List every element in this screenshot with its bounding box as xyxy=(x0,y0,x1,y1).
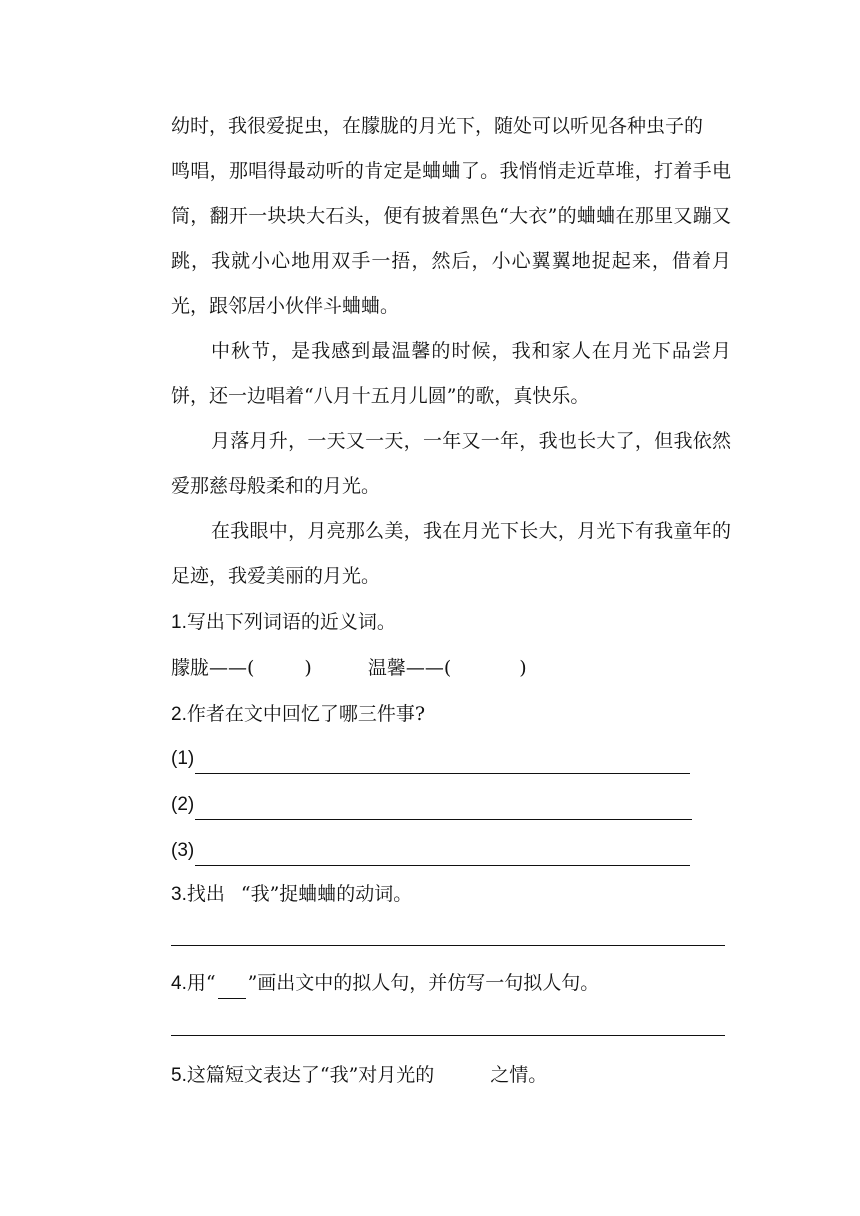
question-2-number: 2. xyxy=(171,704,187,725)
question-3-text-b: “我”捉蛐蛐的动词。 xyxy=(240,883,413,905)
q2-item-2-blank[interactable] xyxy=(195,797,692,820)
question-2-item-1 xyxy=(171,744,690,774)
question-1 xyxy=(171,607,396,638)
question-5-text-b: 之情。 xyxy=(490,1064,548,1086)
q2-item-1-blank[interactable] xyxy=(195,751,690,774)
paragraph-3-text: 月落月升，一天又一天，一年又一年，我也长大了，但我依然爱那慈母般柔和的月光。 xyxy=(171,430,731,497)
question-5-number: 5. xyxy=(171,1065,187,1086)
question-3 xyxy=(171,879,412,910)
question-1-number: 1. xyxy=(171,612,187,633)
passage-paragraph-4 xyxy=(131,509,731,599)
q2-item-2-label: (2) xyxy=(171,794,195,815)
question-4-text-a: 用“ xyxy=(186,972,216,994)
paragraph-1-first-line: 幼时，我很爱捉虫，在朦胧的月光下，随处可以听见各种虫子的 xyxy=(171,115,704,137)
passage-paragraph-3 xyxy=(131,419,731,509)
question-2 xyxy=(171,699,425,730)
question-2-item-2 xyxy=(171,790,692,820)
paragraph-2-text: 中秋节，是我感到最温馨的时候，我和家人在月光下品尝月饼，还一边唱着“八月十五月儿圆”的歌，真快乐。 xyxy=(171,340,731,407)
q1-word-b: 温馨——( xyxy=(367,657,452,679)
passage-paragraph-2 xyxy=(131,329,731,419)
question-1-text: 写出下列词语的近义词。 xyxy=(186,611,396,633)
passage-paragraph-1 xyxy=(131,104,731,329)
q1-close-a: ) xyxy=(304,657,312,679)
question-5-text-a: 这篇短文表达了“我”对月光的 xyxy=(186,1064,435,1086)
paragraph-1-body: 鸣唱，那唱得最动听的肯定是蛐蛐了。我悄悄走近草堆，打着手电筒，翻开一块块大石头，便有披着黑色“大衣”的蛐蛐在那里又蹦又跳，我就小心地用双手一捂，然后，小心翼翼地捉起来，借着月光，跟邻居小伙伴斗蛐蛐。 xyxy=(171,160,731,317)
q2-item-3-blank[interactable] xyxy=(195,843,690,866)
q2-item-1-label: (1) xyxy=(171,748,195,769)
question-1-answer-row xyxy=(171,653,527,683)
question-2-item-3 xyxy=(171,836,690,866)
question-3-number: 3. xyxy=(171,884,187,905)
question-4-text-b: ”画出文中的拟人句，并仿写一句拟人句。 xyxy=(247,972,600,994)
q1-close-b: ) xyxy=(519,657,527,679)
question-4 xyxy=(171,968,599,999)
q2-item-3-label: (3) xyxy=(171,840,195,861)
q1-word-a: 朦胧——( xyxy=(171,657,255,679)
paragraph-4-text: 在我眼中，月亮那么美，我在月光下长大，月光下有我童年的足迹，我爱美丽的月光。 xyxy=(171,520,731,587)
question-4-answer-line[interactable] xyxy=(171,1035,725,1036)
question-3-text-a: 找出 xyxy=(186,883,225,905)
question-4-number: 4. xyxy=(171,973,187,994)
question-4-underline-mark xyxy=(218,980,246,999)
question-2-text: 作者在文中回忆了哪三件事? xyxy=(186,703,426,725)
question-3-answer-line[interactable] xyxy=(171,945,725,946)
question-5 xyxy=(171,1060,547,1091)
